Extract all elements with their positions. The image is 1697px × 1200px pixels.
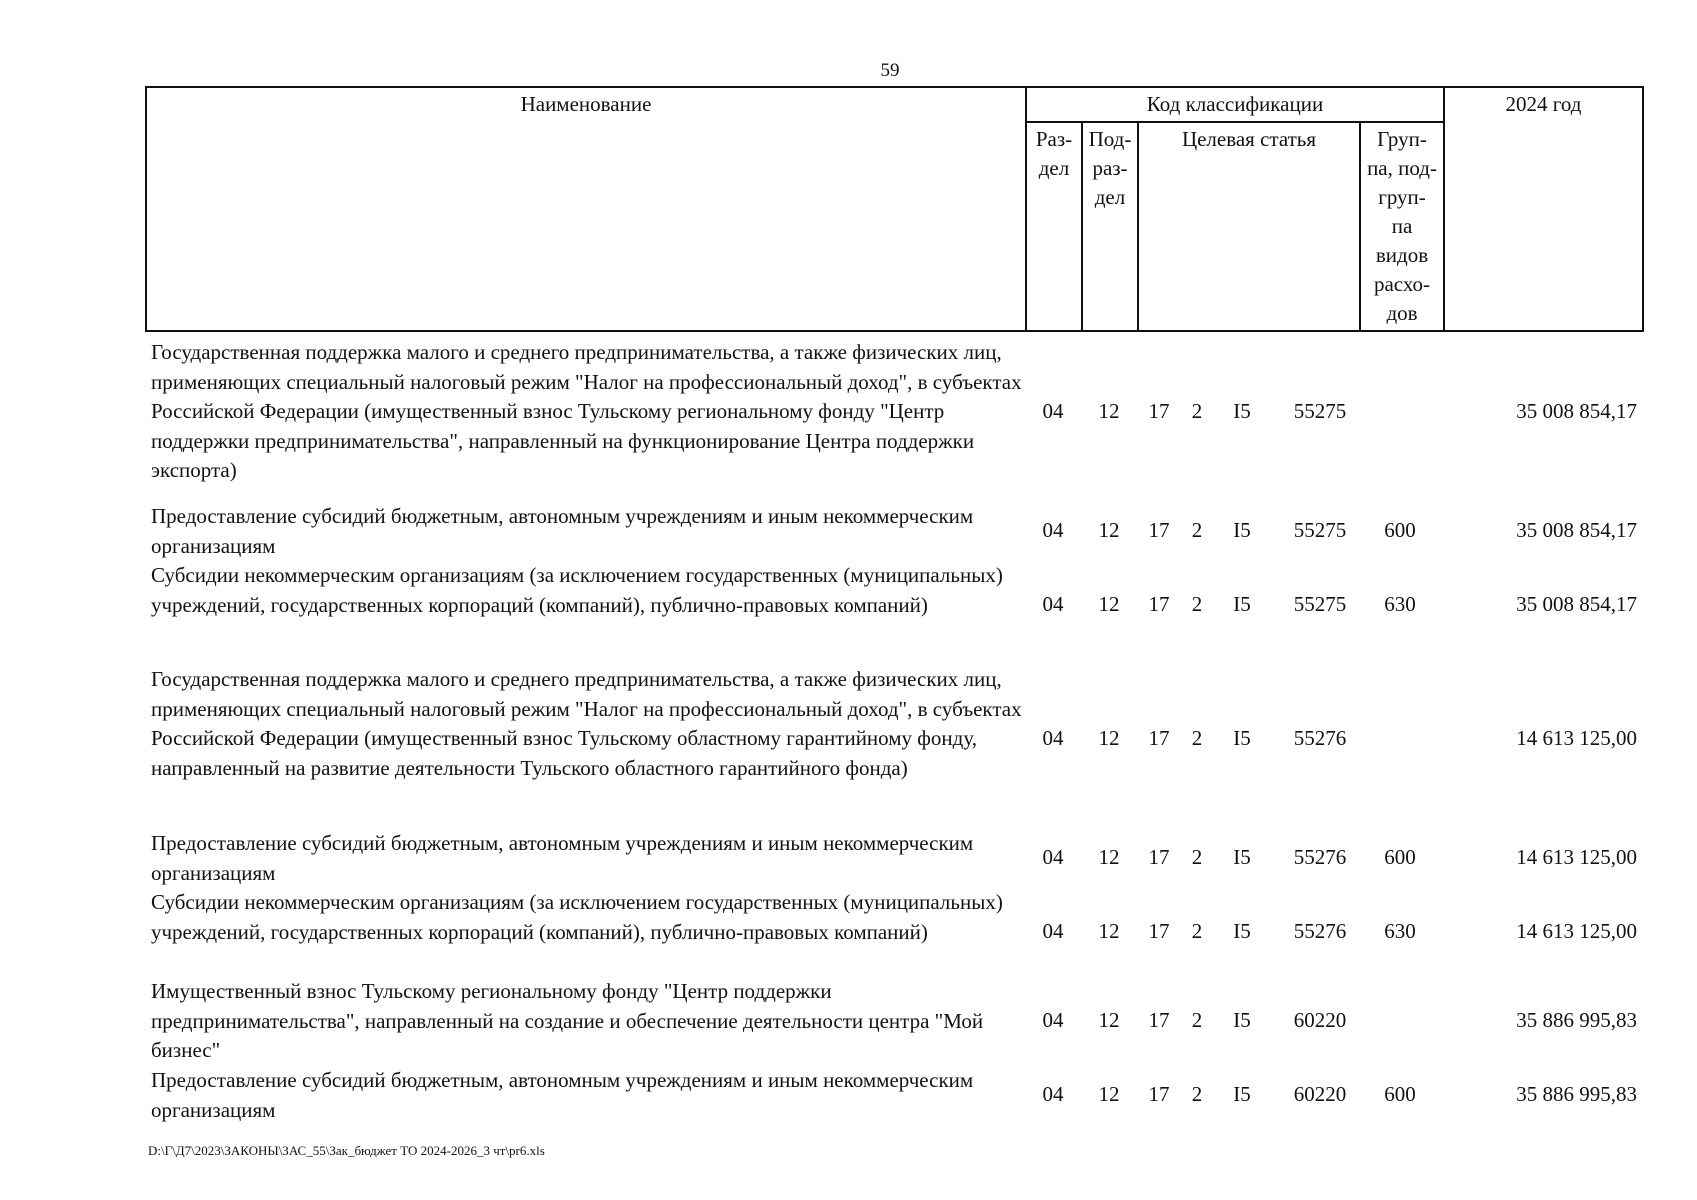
row-podrazdel: 12 [1098,919,1120,943]
row-razdel: 04 [1042,919,1064,943]
row-name: Государственная поддержка малого и среднего предпринимательства, а также физических лиц, применяющих специальный налоговый режим "Налог на профессиональный доход", в субъектах Российской Федерации (имущественный взнос Тульскому региональному фонду "Центр поддержки предпринимательства", направленный на функционирование Центра поддержки экспорта) [151,340,1022,482]
row-amount: 35 008 854,17 [1516,399,1637,423]
row-razdel: 04 [1042,845,1064,869]
row-podrazdel: 12 [1098,1008,1120,1032]
row-target-4: 55276 [1293,919,1347,943]
row-group: 630 [1384,919,1416,943]
table-row [145,561,1642,650]
row-target-4: 55276 [1293,726,1347,750]
row-target-1: 17 [1148,592,1170,616]
table-row [145,502,1642,561]
row-amount: 35 008 854,17 [1516,592,1637,616]
row-podrazdel: 12 [1098,399,1120,423]
row-razdel: 04 [1042,1008,1064,1032]
row-group: 600 [1384,518,1416,542]
row-target-1: 17 [1148,726,1170,750]
header-code: Код классификации [1026,87,1444,122]
row-target-3: I5 [1233,845,1251,869]
row-name: Имущественный взнос Тульскому региональному фонду "Центр поддержки предпринимательства", направленный на создание и обеспечение деятельности центра "Мой бизнес" [151,979,984,1062]
row-target-1: 17 [1148,518,1170,542]
row-name: Субсидии некоммерческим организациям (за исключением государственных (муниципальных) учреждений, государственных корпораций (компаний), публично-правовых компаний) [151,563,1003,617]
row-target-4: 55276 [1293,845,1347,869]
row-name: Предоставление субсидий бюджетным, автономным учреждениям и иным некоммерческим организациям [151,831,974,885]
row-amount: 14 613 125,00 [1516,726,1637,750]
row-podrazdel: 12 [1098,1082,1120,1106]
row-target-1: 17 [1148,919,1170,943]
header-razdel: Раз- дел [1026,122,1082,331]
row-target-3: I5 [1233,592,1251,616]
table-row [145,665,1642,812]
row-target-4: 60220 [1293,1082,1347,1106]
header-table [145,86,1644,332]
row-target-1: 17 [1148,1082,1170,1106]
row-amount: 14 613 125,00 [1516,845,1637,869]
row-target-3: I5 [1233,919,1251,943]
row-razdel: 04 [1042,1082,1064,1106]
table-row [145,338,1642,485]
table-row [145,1066,1642,1125]
row-amount: 35 886 995,83 [1516,1008,1637,1032]
header-year: 2024 год [1444,87,1643,331]
row-target-3: I5 [1233,726,1251,750]
row-target-1: 17 [1148,845,1170,869]
row-target-4: 55275 [1293,518,1347,542]
row-target-1: 17 [1148,1008,1170,1032]
header-group: Груп- па, под- груп- па видов расхо- дов [1360,122,1444,331]
row-podrazdel: 12 [1098,592,1120,616]
header-podrazdel: Под- раз- дел [1082,122,1138,331]
row-target-2: 2 [1191,1082,1203,1106]
row-name: Субсидии некоммерческим организациям (за исключением государственных (муниципальных) учреждений, государственных корпораций (компаний), публично-правовых компаний) [151,890,1003,944]
row-amount: 35 886 995,83 [1516,1082,1637,1106]
row-razdel: 04 [1042,726,1064,750]
row-target-2: 2 [1191,399,1203,423]
row-name: Государственная поддержка малого и среднего предпринимательства, а также физических лиц, применяющих специальный налоговый режим "Налог на профессиональный доход", в субъектах Российской Федерации (имущественный взнос Тульскому областному гарантийному фонду, направленный на развитие деятельности Тульского областного гарантийного фонда) [151,667,1022,780]
row-target-2: 2 [1191,518,1203,542]
row-target-3: I5 [1233,518,1251,542]
header-target: Целевая статья [1138,122,1360,331]
row-group: 630 [1384,592,1416,616]
row-razdel: 04 [1042,399,1064,423]
row-name: Предоставление субсидий бюджетным, автономным учреждениям и иным некоммерческим организациям [151,1068,974,1122]
row-target-2: 2 [1191,919,1203,943]
row-podrazdel: 12 [1098,845,1120,869]
row-target-4: 60220 [1293,1008,1347,1032]
table-row [145,888,1642,977]
row-group: 600 [1384,845,1416,869]
row-group: 600 [1384,1082,1416,1106]
row-amount: 14 613 125,00 [1516,919,1637,943]
row-target-2: 2 [1191,592,1203,616]
row-target-4: 55275 [1293,592,1347,616]
row-podrazdel: 12 [1098,518,1120,542]
row-target-2: 2 [1191,845,1203,869]
row-name: Предоставление субсидий бюджетным, автономным учреждениям и иным некоммерческим организациям [151,504,974,558]
row-target-2: 2 [1191,1008,1203,1032]
row-razdel: 04 [1042,592,1064,616]
row-target-1: 17 [1148,399,1170,423]
table-row [145,829,1642,888]
header-name: Наименование [146,87,1026,331]
table-row [145,977,1642,1066]
row-target-3: I5 [1233,1082,1251,1106]
row-target-4: 55275 [1293,399,1347,423]
row-target-3: I5 [1233,399,1251,423]
row-amount: 35 008 854,17 [1516,518,1637,542]
row-podrazdel: 12 [1098,726,1120,750]
page-number: 59 [880,60,900,81]
row-target-3: I5 [1233,1008,1251,1032]
file-path: D:\Г\Д7\2023\ЗАКОНЫ\ЗАС_55\Зак_бюджет ТО 2024-2026_3 чт\pr6.xls [148,1143,545,1158]
row-razdel: 04 [1042,518,1064,542]
row-target-2: 2 [1191,726,1203,750]
